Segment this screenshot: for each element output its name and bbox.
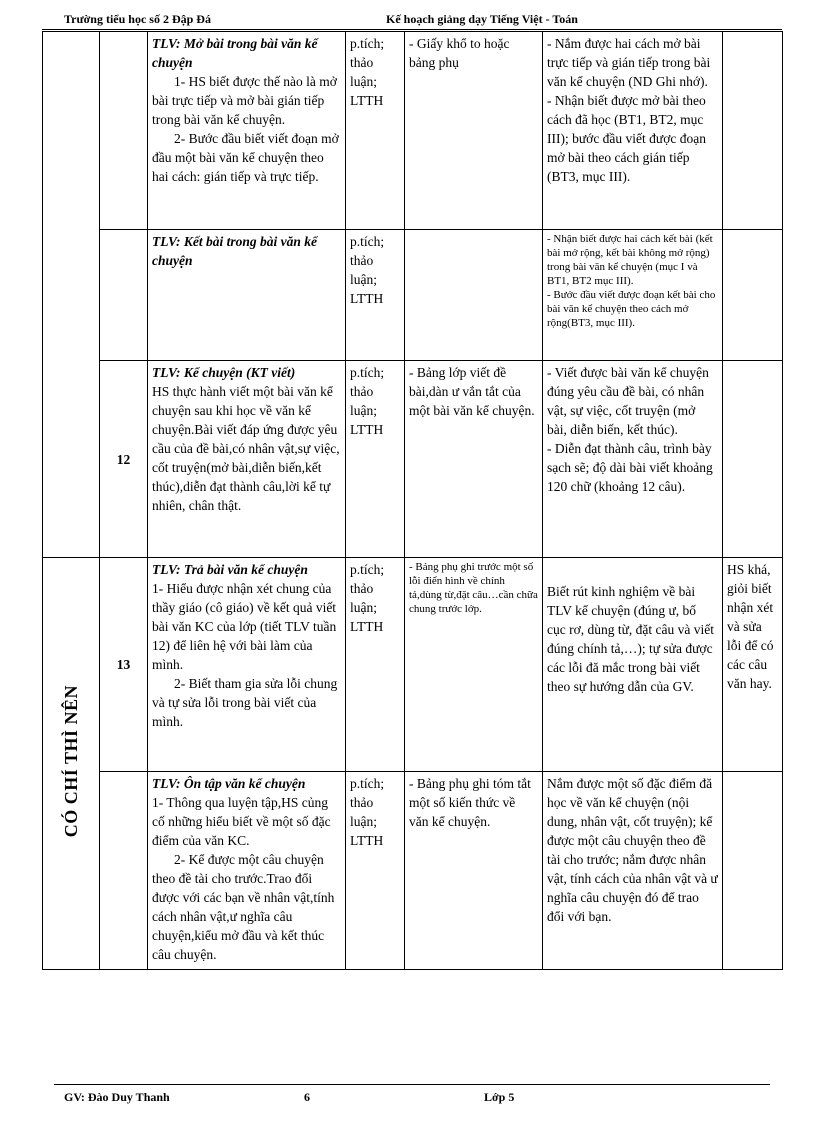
materials-cell: - Bảng phụ ghi trước một số lỗi điển hình về chính tả,dùng từ,đặt câu…cần chữa chung trước lớp. — [405, 558, 543, 772]
method-cell: p.tích; thảo luận; LTTH — [346, 230, 405, 361]
lesson-row — [43, 32, 783, 230]
notes-cell — [723, 230, 783, 361]
chapter-cell-top — [43, 32, 100, 558]
lesson-plan-table — [42, 31, 783, 970]
lesson-title: TLV: Mở bài trong bài văn kể chuyện — [152, 36, 318, 70]
objectives-cell — [543, 230, 723, 361]
week-cell — [100, 772, 148, 970]
objective-item: Nắm được một số đặc điểm đă học về văn kể chuyện (nội dung, nhân vật, cốt truyện); kể được một câu chuyện theo đề tài cho trước; nắm được nhân vật, tính cách của nhân vật và ư nghĩa câu chuyện đó để trao đổi với bạn. — [547, 776, 718, 924]
materials-cell — [405, 230, 543, 361]
objectives-cell — [543, 558, 723, 772]
materials-cell: - Giấy khổ to hoặc bảng phụ — [405, 32, 543, 230]
lesson-row — [43, 230, 783, 361]
notes-cell — [723, 361, 783, 558]
grade-label: Lớp 5 — [484, 1090, 515, 1104]
plan-title: Kế hoạch giảng dạy Tiếng Việt - Toán — [386, 12, 578, 26]
header-divider — [42, 29, 782, 30]
lesson-content-item: 1- Hiểu được nhận xét chung của thầy giáo (cô giáo) về kết quả viết bài văn KC của lớp (tiết TLV tuần 12) để liên hệ với bài làm của mình. — [152, 581, 337, 672]
lesson-content — [148, 230, 346, 361]
lesson-content — [148, 361, 346, 558]
lesson-title: TLV: Kể chuyện (KT viết) — [152, 365, 296, 380]
page-header — [64, 12, 770, 28]
lesson-content — [148, 32, 346, 230]
lesson-content-item: HS thực hành viết một bài văn kể chuyện sau khi học về văn kể chuyện.Bài viết đáp ứng được yêu cầu của đề bài,có nhân vật,sự việc, cốt truyện(mở bài,diễn biến,kết thúc),diễn đạt thành câu,lời kể tự nhiên, chân thật. — [152, 384, 340, 513]
objectives-cell — [543, 772, 723, 970]
objective-item: - Nắm được hai cách mở bài trực tiếp và gián tiếp trong bài văn kể chuyện (ND Ghi nhớ). — [547, 36, 711, 89]
lesson-row — [43, 772, 783, 970]
week-cell — [100, 230, 148, 361]
teacher-name: GV: Đào Duy Thanh — [64, 1090, 170, 1104]
school-name: Trường tiểu học số 2 Đập Đá — [64, 12, 211, 26]
objective-item: - Diễn đạt thành câu, trình bày sạch sẽ; độ dài bài viết khoảng 120 chữ (khoảng 12 câu). — [547, 441, 713, 494]
week-number: 13 — [100, 558, 148, 772]
page-number: 6 — [304, 1090, 310, 1104]
objectives-cell — [543, 361, 723, 558]
lesson-content-item: 1- Thông qua luyện tập,HS củng cố những hiểu biết về một số đặc điểm của văn KC. — [152, 795, 331, 848]
lesson-content-item: 2- Kể được một câu chuyện theo đề tài cho trước.Trao đổi được với các bạn về nhân vật,tính cách nhân vật,ư nghĩa câu chuyện,kiểu mở đầu và kết thúc câu chuyện. — [152, 852, 335, 962]
week-number: 12 — [100, 361, 148, 558]
notes-cell — [723, 772, 783, 970]
lesson-content — [148, 772, 346, 970]
lesson-title: TLV: Kết bài trong bài văn kể chuyện — [152, 234, 317, 268]
footer-divider — [54, 1084, 770, 1085]
materials-cell: - Bảng lớp viết đề bài,dàn ư vắn tắt của một bài văn kể chuyện. — [405, 361, 543, 558]
lesson-row — [43, 361, 783, 558]
method-cell: p.tích; thảo luận; LTTH — [346, 361, 405, 558]
lesson-content-item: 1- HS biết được thế nào là mở bài trực tiếp và mở bài gián tiếp trong bài văn kể chuyện. — [152, 74, 337, 127]
objective-item: Biết rút kinh nghiệm về bài TLV kể chuyện (đúng ư, bố cục rơ, dùng từ, đặt câu và viết đúng chính tả,…); tự sửa được các lỗi đă mắc trong bài viết theo sự hướng dẫn của GV. — [547, 584, 715, 694]
objectives-cell — [543, 32, 723, 230]
notes-cell — [723, 32, 783, 230]
lesson-content — [148, 558, 346, 772]
method-cell: p.tích; thảo luận; LTTH — [346, 32, 405, 230]
lesson-content-item: 2- Bước đầu biết viết đoạn mở đầu một bài văn kể chuyện theo hai cách: gián tiếp và trực tiếp. — [152, 131, 339, 184]
objective-item: - Bước đầu viết được đoạn kết bài cho bài văn kể chuyện theo cách mở rộng(BT3, mục III). — [547, 289, 716, 329]
notes-cell: HS khá, giỏi biết nhận xét và sửa lỗi để có các câu văn hay. — [723, 558, 783, 772]
method-cell: p.tích; thảo luận; LTTH — [346, 772, 405, 970]
chapter-cell — [43, 558, 100, 970]
method-cell: p.tích; thảo luận; LTTH — [346, 558, 405, 772]
lesson-content-item: 2- Biết tham gia sửa lỗi chung và tự sửa lỗi trong bài viết của mình. — [152, 676, 338, 729]
lesson-title: TLV: Ôn tập văn kể chuyện — [152, 776, 306, 791]
chapter-title: CÓ CHÍ THÌ NÊN — [60, 684, 81, 838]
objective-item: - Nhận biết được mở bài theo cách đã học (BT1, BT2, mục III); bước đầu viết được đoạn mở bài theo cách gián tiếp (BT3, mục III). — [547, 93, 706, 184]
lesson-title: TLV: Trả bài văn kể chuyện — [152, 562, 308, 577]
lesson-row — [43, 558, 783, 772]
objective-item: - Viết được bài văn kể chuyện đúng yêu cầu đề bài, có nhân vật, sự việc, cốt truyện (mở bài, diễn biến, kết thúc). — [547, 365, 709, 437]
materials-cell: - Bảng phụ ghi tóm tắt một số kiến thức về văn kể chuyện. — [405, 772, 543, 970]
week-cell — [100, 32, 148, 230]
objective-item: - Nhận biết được hai cách kết bài (kết bài mở rộng, kết bài không mở rộng) trong bài văn kể chuyện (mục I và BT1, BT2 mục III). — [547, 233, 713, 287]
